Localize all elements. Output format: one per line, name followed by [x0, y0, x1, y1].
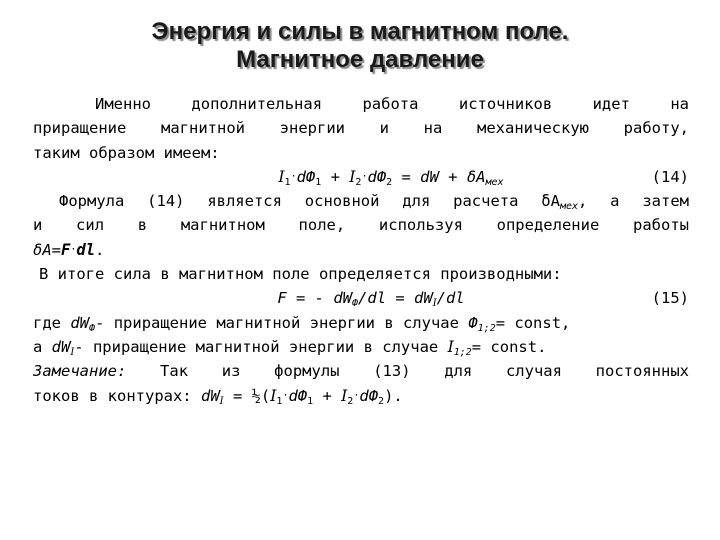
- paragraph-2-line-1: Формула (14) является основной для расчета $\delta A_{мех}$, а затем: [59, 192, 689, 213]
- paragraph-4-line-1: где $dW_Ф-$ приращение магнитной энергии в случае $Ф_{1;2}=$ const,: [33, 313, 571, 334]
- paragraph-5-line-2: токов в контурах: $dW_I$ = $\frac{1}{2}(I_1\cdot dФ_1 + I_2\cdot dФ_2)$.: [33, 386, 403, 407]
- title-line-1: Энергия и силы в магнитном поле.: [151, 18, 569, 45]
- paragraph-2-line-3: δA=F·dl.: [33, 240, 105, 259]
- equation-14-expression: $I_1\cdot dФ_1 + I_2\cdot dФ_2$ = dW + $\delta A_{мех}$: [278, 167, 504, 188]
- page-title: [0, 18, 720, 74]
- paragraph-5-line-1: Замечание: Так из формулы (13) для случая постоянных: [33, 362, 689, 381]
- remark-label: Замечание:: [33, 362, 127, 381]
- equation-15-number: (15): [651, 289, 689, 308]
- equation-14: [33, 165, 689, 189]
- paragraph-1-line-3: таким образом имеем:: [33, 143, 220, 162]
- equation-14-number: (14): [651, 167, 689, 186]
- paragraph-1-line-2: приращение магнитной энергии и на механическую работу,: [33, 119, 689, 138]
- title-line-2: Магнитное давление: [236, 46, 484, 73]
- equation-15-expression: F = - $dW_Ф/dl = dW_I/dl$: [277, 289, 465, 310]
- paragraph-1-line-1: Именно дополнительная работа источников идет на: [95, 95, 689, 113]
- paragraph-4-line-2: а $dW_I-$ приращение магнитной энергии в случае $I_{1;2}=$ const.: [33, 337, 547, 358]
- slide-body: [33, 92, 689, 408]
- equation-15: [33, 286, 689, 310]
- paragraph-3-line-1: В итоге сила в магнитном поле определяется производными:: [39, 265, 562, 284]
- paragraph-2-line-2: и сил в магнитном поле, используя определение работы: [33, 216, 689, 235]
